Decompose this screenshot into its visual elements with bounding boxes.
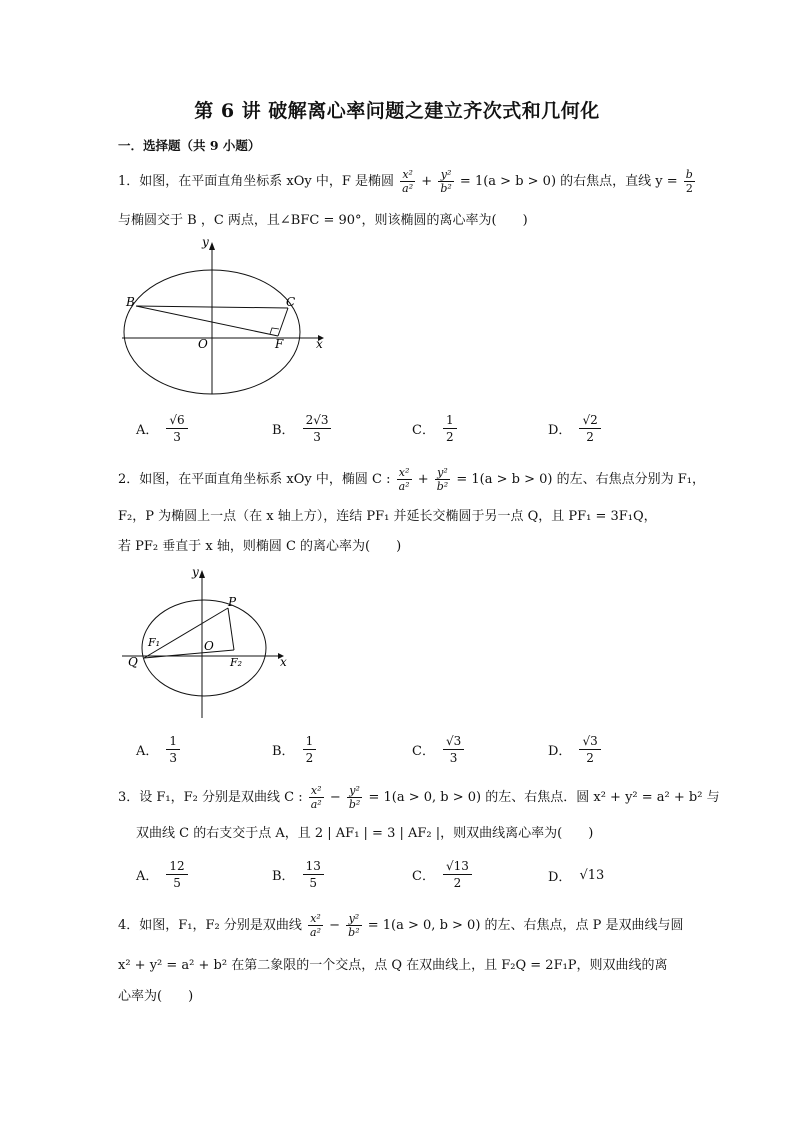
q3-option-a[interactable]: A． $\frac{12}{5}$ xyxy=(136,858,188,891)
q3-frac-x: $\frac{\text{x²}}{\text{a²}}$ xyxy=(310,784,322,811)
q1-frac-x: $\frac{\text{x²}}{\text{a²}}$ xyxy=(402,168,414,195)
q1-label-x: x xyxy=(316,337,323,351)
q2-option-b[interactable]: B． $\frac{1}{2}$ xyxy=(272,733,316,766)
q2-label-q: Q xyxy=(128,655,138,669)
page-title: 第 6 讲 破解离心率问题之建立齐次式和几何化 xyxy=(194,100,600,122)
q4-line3: 心率为( ) xyxy=(118,989,194,1004)
q2-option-d[interactable]: D． $\frac{√3}{2}$ xyxy=(548,733,601,766)
q4-text-a: 4．如图，F₁，F₂ 分别是双曲线 xyxy=(118,918,302,933)
q4-frac-y: $\frac{\text{y²}}{\text{b²}}$ xyxy=(348,912,360,939)
section-heading: 一．选择题（共 9 小题） xyxy=(118,138,261,153)
q2-text-b: = 1(a > b > 0) 的左、右焦点分别为 F₁， xyxy=(456,472,705,487)
q3-frac-y: $\frac{\text{y²}}{\text{b²}}$ xyxy=(348,784,361,811)
q2-line-pq xyxy=(144,608,228,658)
q2-figure-ellipse xyxy=(118,564,298,724)
q3-text-b: = 1(a > 0, b > 0) 的左、右焦点．圆 x² + y² = a² + b² 与 xyxy=(368,790,720,805)
q4-line1 xyxy=(118,912,684,939)
q1-option-a[interactable]: A． $\frac{√6}{3}$ xyxy=(136,412,188,445)
q1-label-y: y xyxy=(202,236,209,249)
q2-label-f2: F₂ xyxy=(230,656,243,669)
q2-line1 xyxy=(118,466,705,493)
q2-label-p: P xyxy=(228,595,237,609)
q1-line2: 与椭圆交于 B ，C 两点，且∠BFC = 90°，则该椭圆的离心率为( ) xyxy=(118,213,528,228)
q2-frac-y: $\frac{\text{y²}}{\text{b²}}$ xyxy=(436,466,449,493)
q1-option-b[interactable]: B． $\frac{2√3}{3}$ xyxy=(272,412,331,445)
q2-label-x: x xyxy=(280,655,287,669)
q1-plus: + xyxy=(421,174,433,189)
q2-line-pf2 xyxy=(228,608,234,650)
q2-label-f1: F₁ xyxy=(148,636,161,649)
q4-frac-x: $\frac{\text{x²}}{\text{a²}}$ xyxy=(310,912,321,939)
q3-option-b[interactable]: B． $\frac{13}{5}$ xyxy=(272,858,324,891)
q4-minus: − xyxy=(329,918,341,933)
q1-label-c: C xyxy=(286,295,296,309)
q3-minus: − xyxy=(329,790,341,805)
q3-option-c[interactable]: C． $\frac{√13}{2}$ xyxy=(412,858,472,891)
q4-text-b: = 1(a > 0, b > 0) 的左、右焦点，点 P 是双曲线与圆 xyxy=(367,918,684,933)
q1-line-bf xyxy=(136,306,278,336)
q2-text-a: 2．如图，在平面直角坐标系 xOy 中，椭圆 C : xyxy=(118,472,391,487)
q2-frac-x: $\frac{\text{x²}}{\text{a²}}$ xyxy=(398,466,410,493)
q2-label-o: O xyxy=(204,639,214,653)
q1-option-c[interactable]: C． $\frac{1}{2}$ xyxy=(412,412,457,445)
q2-option-a[interactable]: A． $\frac{1}{3}$ xyxy=(136,733,180,766)
q3-text-a: 3．设 F₁，F₂ 分别是双曲线 C : xyxy=(118,790,303,805)
q2-line2: F₂，P 为椭圆上一点（在 x 轴上方），连结 PF₁ 并延长交椭圆于另一点 Q，且 PF₁ = 3F₁Q， xyxy=(118,509,657,524)
q1-figure-ellipse xyxy=(118,236,338,396)
q2-option-c[interactable]: C． $\frac{√3}{3}$ xyxy=(412,733,464,766)
q1-frac-y: $\frac{\text{y²}}{\text{b²}}$ xyxy=(440,168,452,195)
q3-line2: 双曲线 C 的右支交于点 A，且 2 | AF₁ | = 3 | AF₂ |，则双曲线离心率为( ) xyxy=(136,826,594,841)
q1-right-angle-mark xyxy=(270,328,279,334)
q1-frac-b2: $\frac{b}{2}$ xyxy=(685,168,693,195)
q1-label-b: B xyxy=(126,295,135,309)
q2-line3: 若 PF₂ 垂直于 x 轴，则椭圆 C 的离心率为( ) xyxy=(118,539,402,554)
q2-label-y: y xyxy=(192,565,199,579)
q1-y-arrow xyxy=(209,242,215,250)
q1-text-b: = 1(a > b > 0) 的右焦点，直线 y = xyxy=(459,174,678,189)
q3-line1 xyxy=(118,784,720,811)
q2-plus: + xyxy=(417,472,429,487)
q3-option-d[interactable]: D． √13 xyxy=(548,868,605,885)
q4-line2: x² + y² = a² + b² 在第二象限的一个交点，点 Q 在双曲线上，且 F₂Q = 2F₁P，则双曲线的离 xyxy=(118,958,668,973)
q1-label-o: O xyxy=(198,337,208,351)
q1-line-cf xyxy=(278,308,288,336)
q2-line-qf2 xyxy=(144,650,234,658)
q1-line1 xyxy=(118,168,697,195)
q1-option-d[interactable]: D． $\frac{√2}{2}$ xyxy=(548,412,601,445)
q1-label-f: F xyxy=(275,337,284,351)
q2-y-arrow xyxy=(199,570,205,578)
q1-text-a: 1．如图，在平面直角坐标系 xOy 中，F 是椭圆 xyxy=(118,174,395,189)
